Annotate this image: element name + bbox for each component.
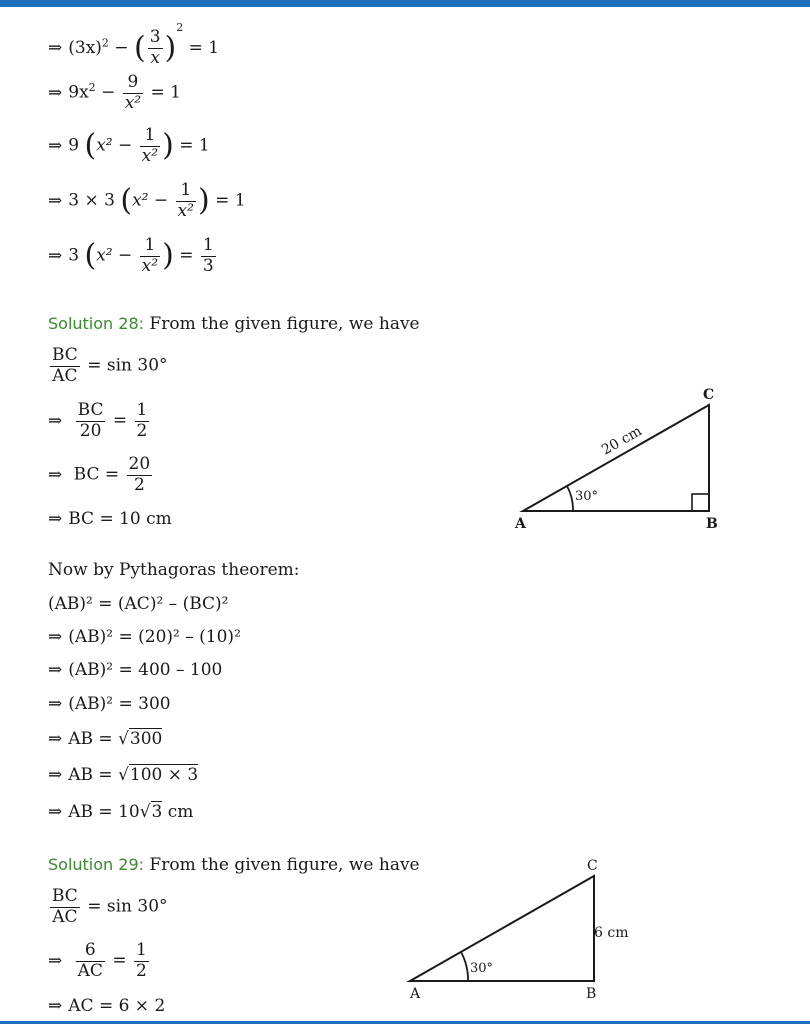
vertex-c-label: C — [587, 858, 598, 874]
equation-line-4: ⇒ 3 × 3 (x² − $\frac{1}{\text{x²}}$ ) = 1 — [48, 180, 246, 221]
vertex-b-label: B — [586, 986, 597, 1002]
top-accent-bar — [0, 0, 810, 7]
solution-28-heading — [48, 314, 420, 334]
angle-label: 30° — [575, 489, 599, 504]
fraction: $\frac{BC}{AC}$ — [52, 345, 78, 386]
fraction: $\frac{1}{\text{x²}}$ — [177, 180, 194, 221]
triangle-figure-28 — [505, 380, 735, 540]
sol29-step-3: ⇒ AC = 6 × 2 — [48, 996, 166, 1016]
fraction: $\frac{BC}{AC}$ — [52, 886, 78, 927]
angle-arc — [461, 952, 468, 981]
equation-line-5: ⇒ 3 (x² − $\frac{1}{\text{x²}}$ ) = $\frac{1}{3}$ — [48, 235, 214, 276]
equation-line-2: ⇒ $9x^2$ − $\frac{9}{\text{x²}}$ = 1 — [48, 72, 181, 113]
fraction: $\frac{1}{\text{x²}}$ — [141, 235, 159, 276]
fraction: $\frac{20}{2}$ — [128, 454, 151, 495]
vertex-a-label: A — [515, 516, 526, 532]
fraction: $\frac{1}{2}$ — [136, 940, 147, 981]
solution-label: Solution 29: — [48, 855, 145, 874]
sol29-step-2: ⇒ $\frac{6}{AC}$ = $\frac{1}{2}$ — [48, 940, 147, 981]
right-angle-marker — [692, 494, 709, 511]
sol29-step-1: $\frac{BC}{AC}$ = sin 30° — [52, 886, 168, 927]
sol28-step-3: ⇒ BC = $\frac{20}{2}$ — [48, 454, 151, 495]
fraction: $\frac{1}{3}$ — [202, 235, 214, 276]
vertex-c-label: C — [703, 387, 715, 403]
equation-line-1: ⇒ $(3x)^2$ − ( $\frac{3}{x}$ )$^2$ = 1 — [48, 21, 220, 68]
vertex-a-label: A — [410, 986, 421, 1002]
solution-label: Solution 28: — [48, 314, 145, 333]
pyth-step-6: ⇒ AB = √100 × 3 — [48, 765, 199, 785]
triangle-figure-29 — [400, 852, 640, 1010]
pyth-step-2: ⇒ (AB)² = (20)² – (10)² — [48, 627, 241, 647]
triangle-shape — [523, 405, 709, 511]
side-label: 6 cm — [594, 925, 629, 941]
fraction: $\frac{1}{2}$ — [136, 400, 148, 441]
fraction: $\frac{1}{\text{x²}}$ — [141, 125, 159, 166]
angle-label: 30° — [470, 961, 494, 976]
angle-arc — [567, 486, 573, 511]
solution-intro: From the given figure, we have — [149, 855, 420, 875]
solution-intro: From the given figure, we have — [149, 314, 420, 334]
pyth-step-5: ⇒ AB = √300 — [48, 729, 163, 749]
vertex-b-label: B — [706, 516, 718, 532]
sol28-step-2: ⇒ $\frac{BC}{20}$ = $\frac{1}{2}$ — [48, 400, 148, 441]
fraction: $\frac{9}{\text{x²}}$ — [124, 72, 142, 113]
fraction: $\frac{3}{x}$ — [149, 27, 161, 68]
equation-line-3: ⇒ 9 (x² − $\frac{1}{\text{x²}}$ ) = 1 — [48, 125, 210, 166]
pyth-step-4: ⇒ (AB)² = 300 — [48, 694, 171, 714]
fraction: $\frac{BC}{20}$ — [77, 400, 104, 441]
sol28-step-4: ⇒ BC = 10 cm — [48, 509, 172, 529]
pyth-step-1: (AB)² = (AC)² – (BC)² — [48, 594, 229, 614]
triangle-shape — [410, 876, 594, 981]
fraction: $\frac{6}{AC}$ — [77, 940, 103, 981]
solution-29-heading — [48, 855, 420, 875]
pyth-step-7: ⇒ AB = 10√3 cm — [48, 802, 194, 822]
sol28-step-1: $\frac{BC}{AC}$ = sin 30° — [52, 345, 168, 386]
hypotenuse-label: 20 cm — [599, 423, 645, 459]
pyth-step-3: ⇒ (AB)² = 400 – 100 — [48, 660, 223, 680]
pythagoras-intro: Now by Pythagoras theorem: — [48, 560, 300, 580]
